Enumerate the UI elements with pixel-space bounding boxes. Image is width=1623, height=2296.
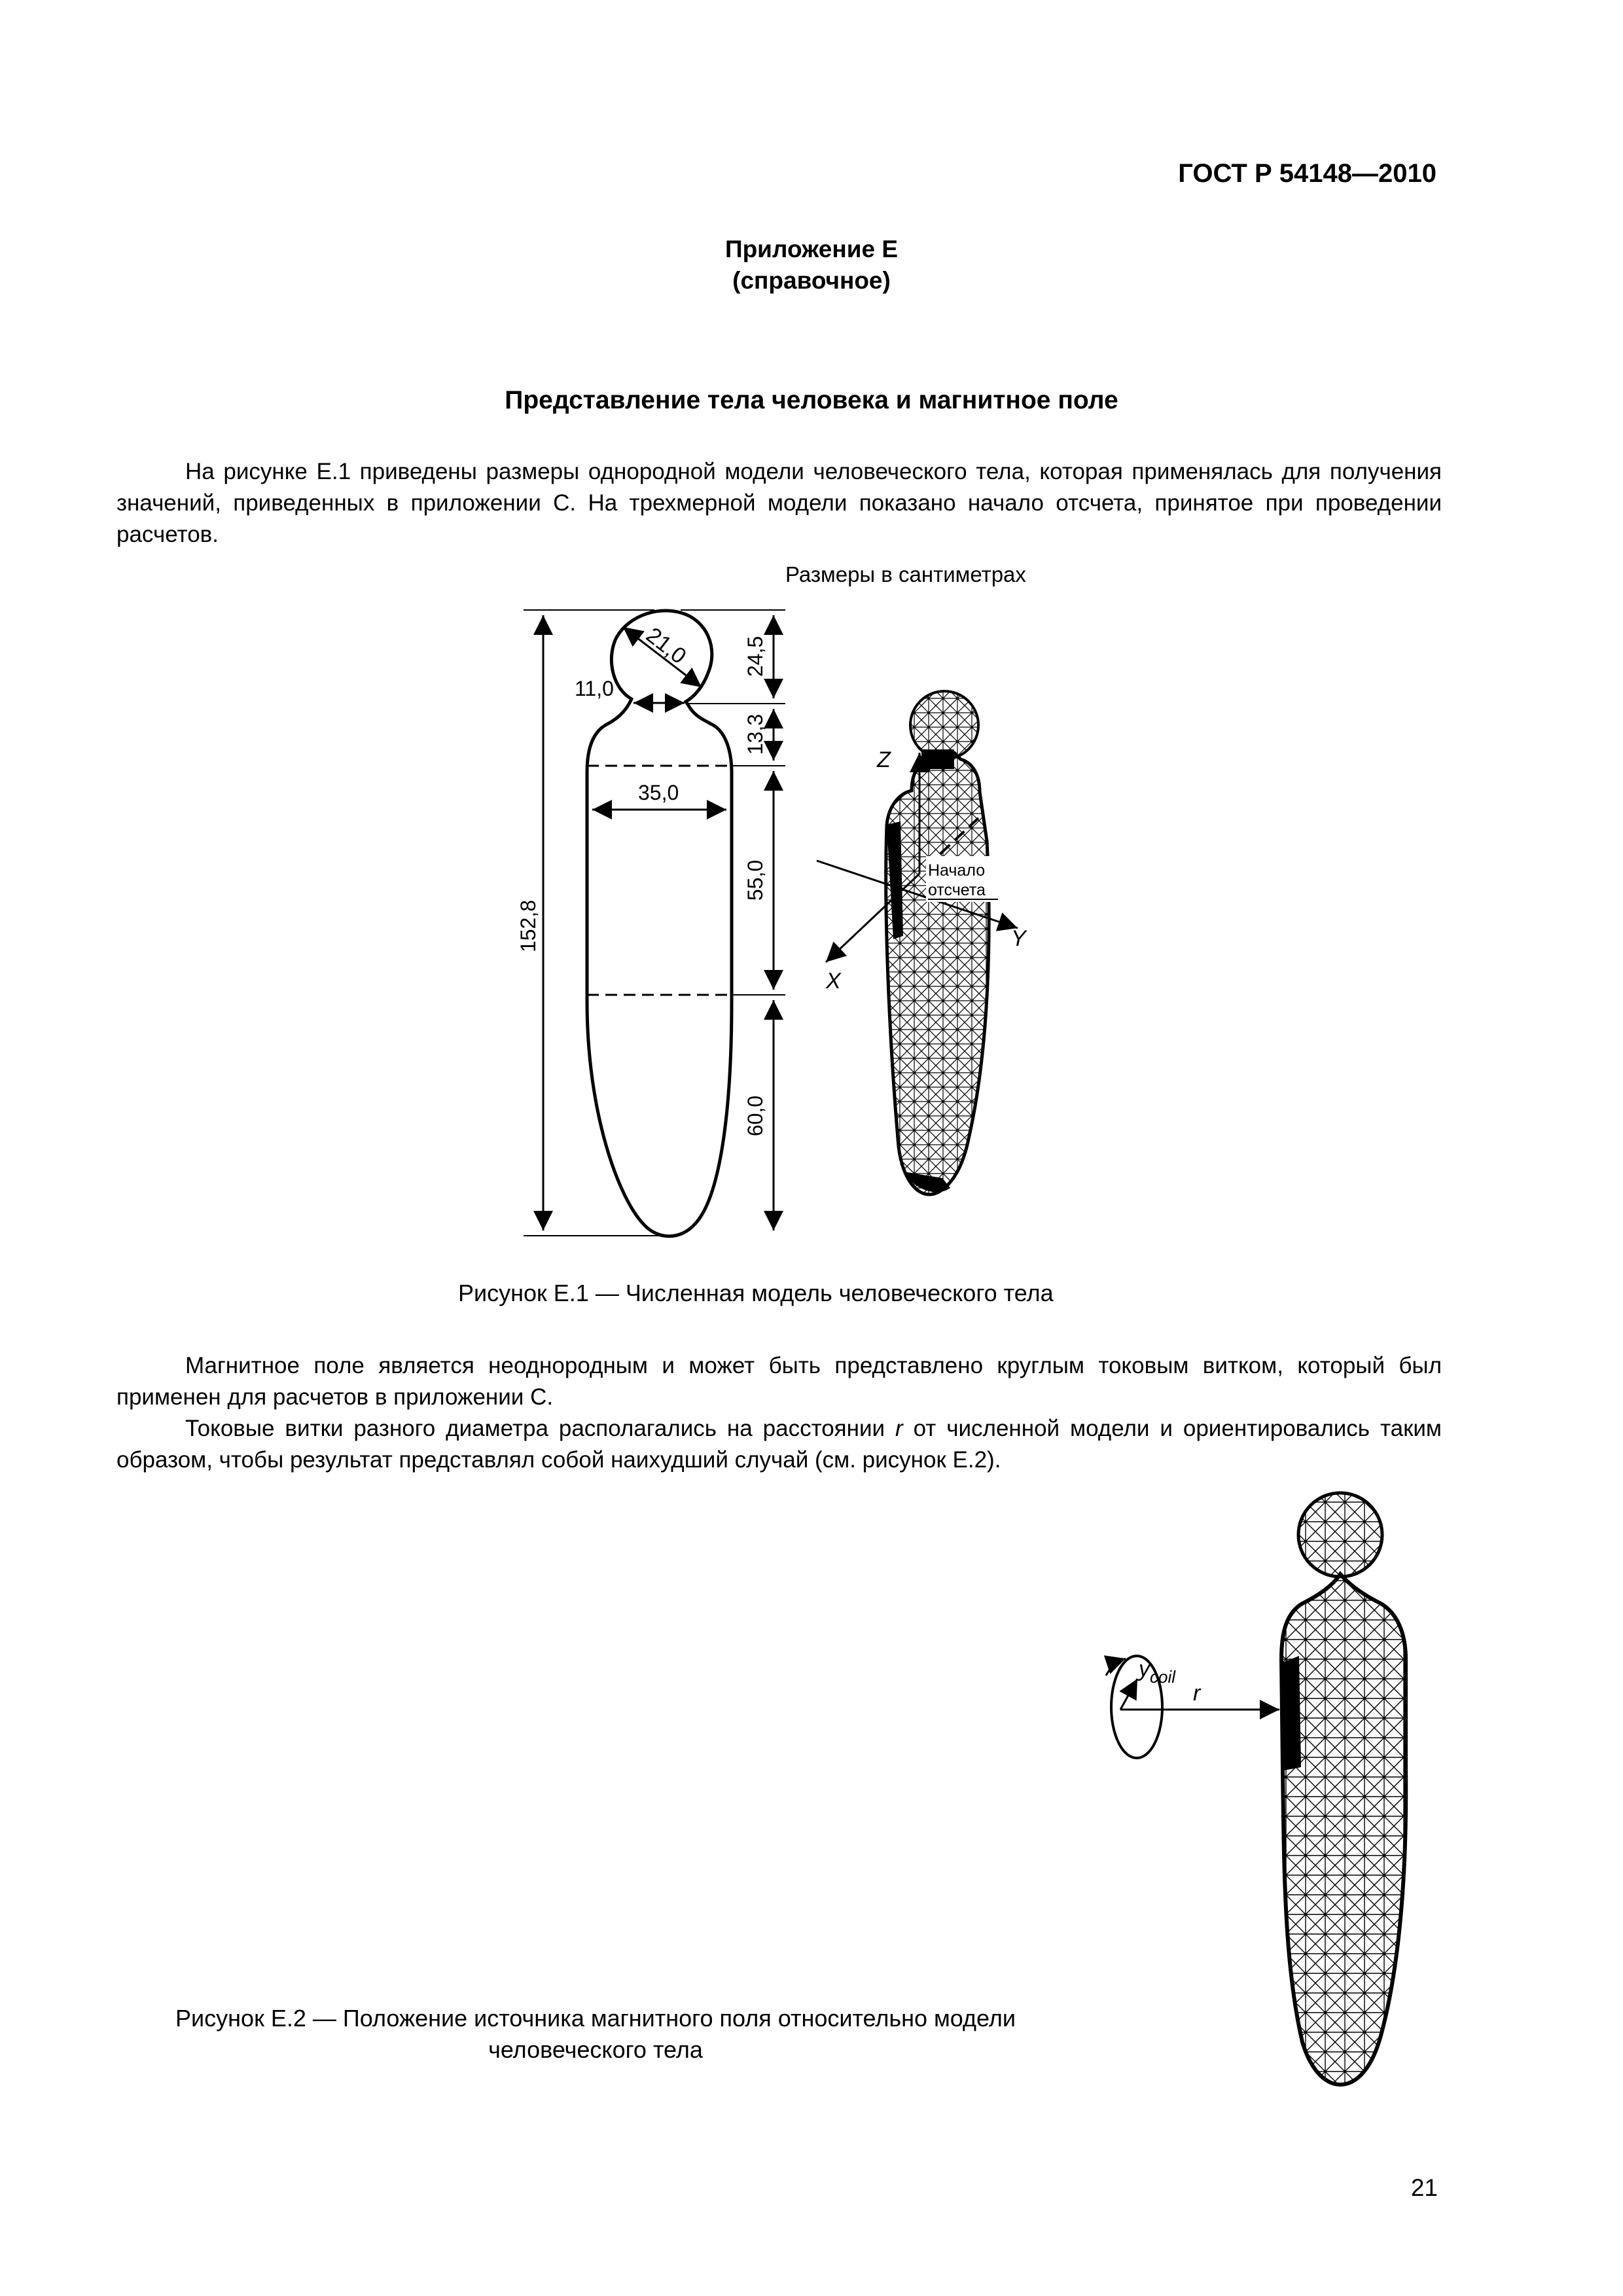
body-outline-2d — [587, 611, 732, 1236]
neck-width-label: 11,0 — [575, 677, 614, 700]
z-axis-label: Z — [877, 747, 891, 772]
coil-label — [1137, 1657, 1176, 1687]
distance-label: r — [1193, 1681, 1201, 1706]
dimensions-note: Размеры в сантиметрах — [785, 562, 1026, 586]
upper-height-label: 55,0 — [743, 859, 767, 901]
y-axis-label: Y — [1011, 926, 1026, 951]
head-diameter-label: 21,0 — [641, 622, 691, 670]
origin-label-line2: отсчета — [928, 881, 986, 899]
neck-height-label: 13,3 — [743, 713, 767, 755]
coil-direction-arrow — [1106, 1659, 1126, 1676]
coil-label-sub: coil — [1150, 1667, 1176, 1687]
head-height-label: 24,5 — [743, 636, 767, 677]
annex-label: Приложение Е — [724, 236, 899, 262]
paragraph-2 — [116, 1350, 1442, 1476]
paragraph-3-text — [116, 1413, 1442, 1476]
figure-2-caption-line2: человеческого тела — [488, 2036, 703, 2063]
standard-header: ГОСТ Р 54148—2010 — [1178, 159, 1436, 188]
paragraph-3-before: Токовые витки разного диаметра располагались на расстоянии — [185, 1416, 895, 1441]
figure-1-3d-model — [886, 691, 989, 1194]
paragraph-3-after: от численной модели и ориентировались таким образом, чтобы результат представлял собой наихудший случай (см. рисунок Е.2). — [116, 1416, 1442, 1473]
x-axis-label: X — [826, 969, 841, 994]
figure-2-caption-line1: Рисунок Е.2 — Положение источника магнитного поля относительно модели — [175, 2005, 1016, 2032]
annex-type: (справочное) — [732, 267, 891, 294]
page-number: 21 — [1410, 2174, 1438, 2201]
figure-2-3d-model — [1281, 1493, 1406, 2085]
paragraph-1-text: На рисунке Е.1 приведены размеры однородной модели человеческого тела, которая применялась для получения значений, приведенных в приложении С. На трехмерной модели показано начало отсчета, принятое при проведении расчетов. — [116, 459, 1442, 547]
lower-height-label: 60,0 — [743, 1095, 767, 1137]
section-title: Представление тела человека и магнитное поле — [505, 386, 1118, 414]
figure-2-caption — [137, 2003, 1054, 2066]
figure-1-caption: Рисунок Е.1 — Численная модель человеческого тела — [458, 1280, 1054, 1306]
total-height-label: 152,8 — [516, 899, 540, 953]
paragraph-3-variable: r — [895, 1416, 903, 1441]
origin-label-line1: Начало — [928, 861, 986, 880]
coil-label-main: y — [1139, 1657, 1150, 1681]
paragraph-2-text: Магнитное поле является неоднородным и может быть представлено круглым токовым витком, который был применен для расчетов в приложении С. — [116, 1353, 1442, 1410]
coil-axis-arrow — [1120, 1679, 1137, 1710]
torso-width-label: 35,0 — [638, 781, 679, 804]
